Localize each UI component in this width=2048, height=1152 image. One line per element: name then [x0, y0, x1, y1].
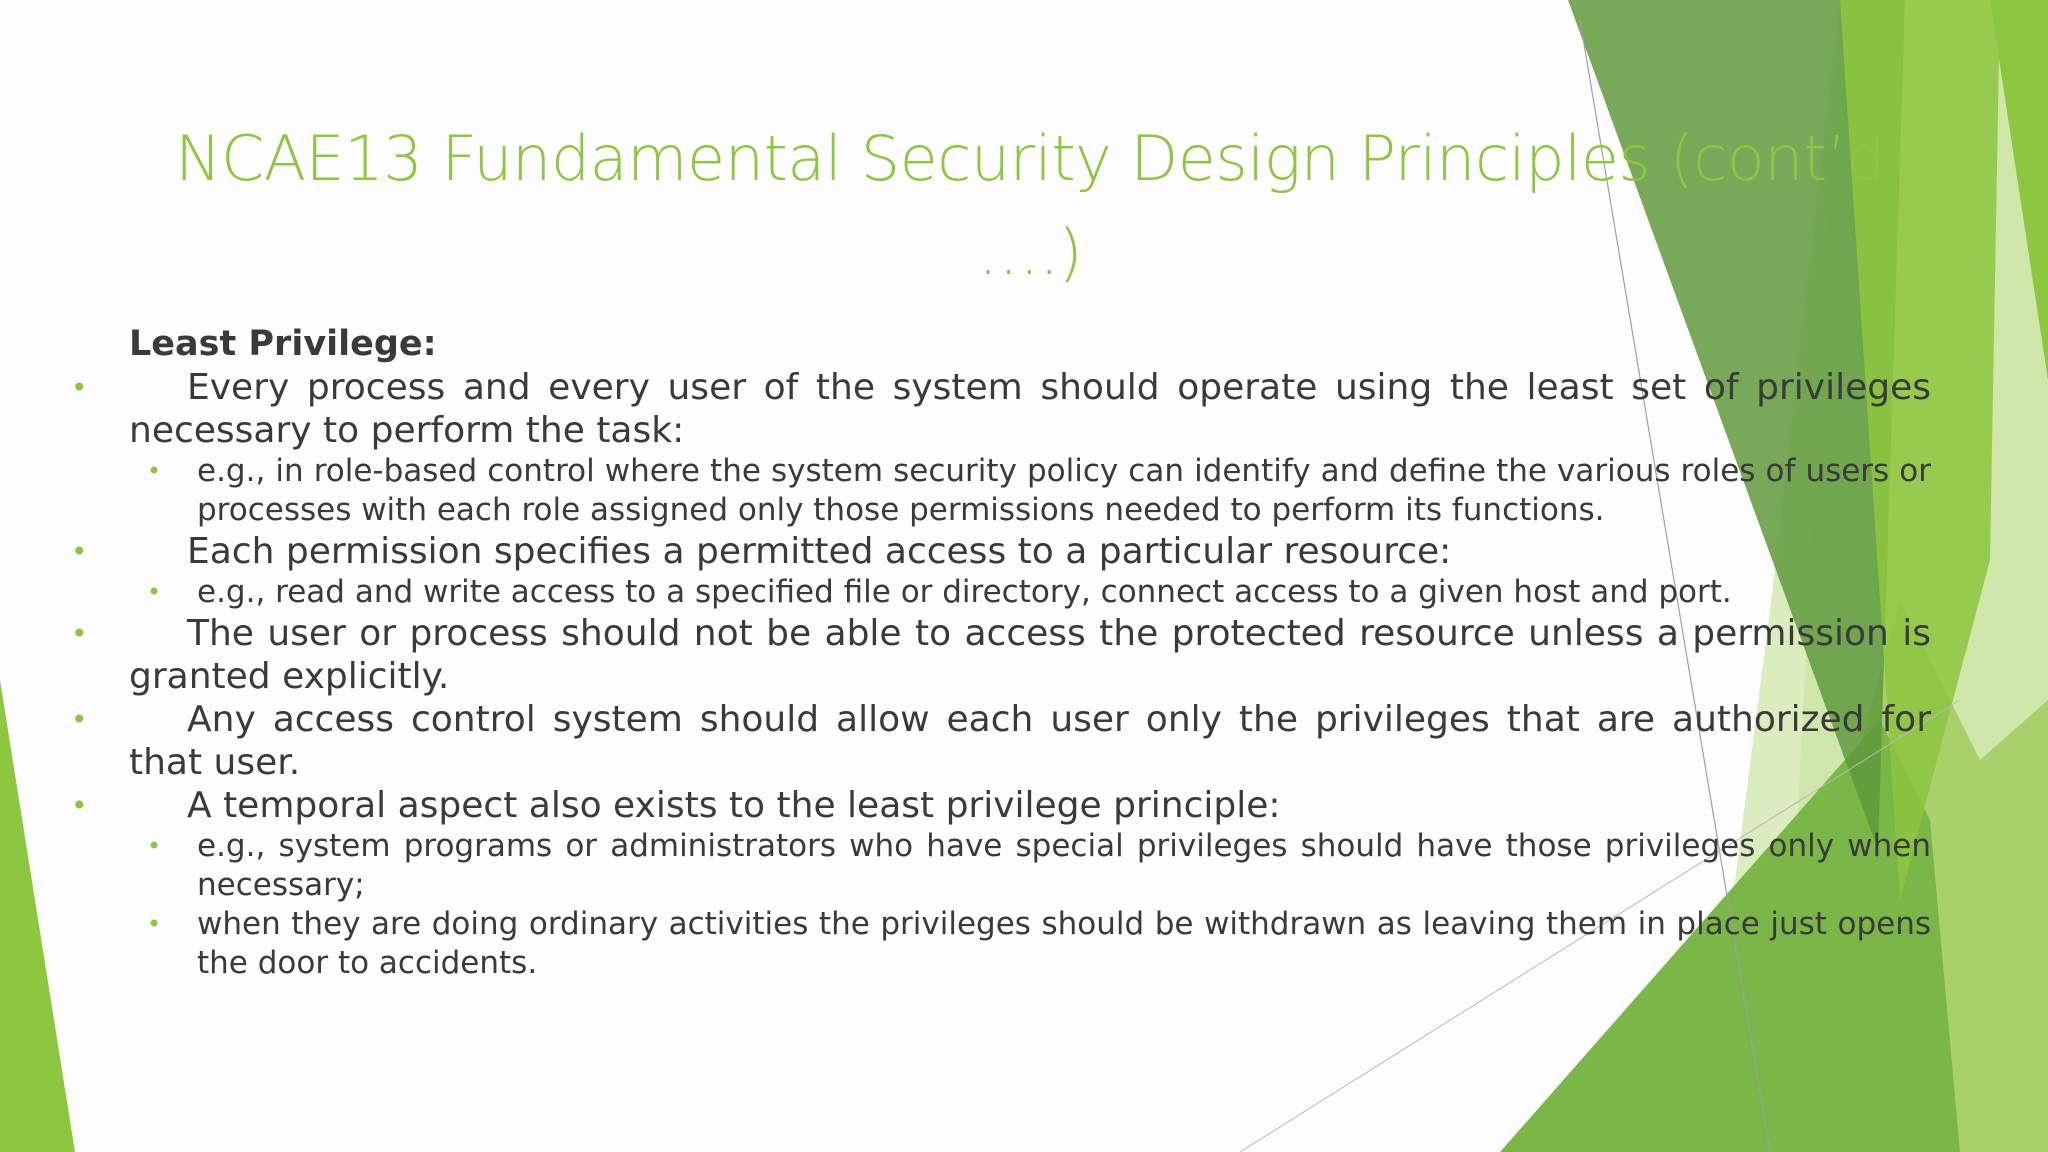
- bullet-2-text: Each permission specifies a permitted access to a particular resource:: [187, 531, 1452, 572]
- left-green-shard: [0, 680, 75, 1152]
- sub-bullet-marker: •: [147, 578, 162, 606]
- sub-bullet-5-2-text: when they are doing ordinary activities the privileges should be withdrawn as leaving them in place just opens the door to accidents.: [197, 906, 1931, 981]
- bullet-marker: •: [71, 617, 88, 650]
- bullet-3: [71, 612, 1931, 698]
- bullet-5: [71, 784, 1931, 827]
- slide-body: [71, 322, 1931, 983]
- sub-bullet-5-1: [147, 827, 1931, 905]
- sub-bullet-marker: •: [147, 910, 162, 938]
- bullet-4: [71, 698, 1931, 784]
- section-heading: Least Privilege:: [129, 324, 437, 364]
- sub-bullet-1-1-text: e.g., in role-based control where the system security policy can identify and define the various roles of users or processes with each role assigned only those permissions needed to perform its functions.: [197, 453, 1931, 528]
- bullet-marker: •: [71, 703, 88, 736]
- sub-bullet-2-1: [147, 573, 1931, 612]
- sub-bullet-2-1-text: e.g., read and write access to a specified file or directory, connect access to a given host and port.: [197, 574, 1732, 610]
- bullet-4-text: Any access control system should allow each user only the privileges that are authorized for that user.: [129, 699, 1931, 783]
- bullet-1: [71, 366, 1931, 452]
- bullet-marker: •: [71, 371, 88, 404]
- sub-bullet-marker: •: [147, 832, 162, 860]
- bullet-3-text: The user or process should not be able to access the protected resource unless a permission is granted explicitly.: [129, 613, 1931, 697]
- sub-bullet-1-1: [147, 452, 1931, 530]
- slide-title: NCAE13 Fundamental Security Design Principles (cont’d ….): [175, 122, 1885, 289]
- sub-bullet-5-2: [147, 905, 1931, 983]
- bullet-5-text: A temporal aspect also exists to the least privilege principle:: [187, 785, 1281, 826]
- bullet-2: [71, 530, 1931, 573]
- sub-bullet-5-1-text: e.g., system programs or administrators who have special privileges should have those privileges only when necessary;: [197, 828, 1931, 903]
- bullet-marker: •: [71, 789, 88, 822]
- bullet-1-text: Every process and every user of the system should operate using the least set of privileges necessary to perform the task:: [129, 367, 1931, 451]
- sub-bullet-marker: •: [147, 457, 162, 485]
- bullet-marker: •: [71, 535, 88, 568]
